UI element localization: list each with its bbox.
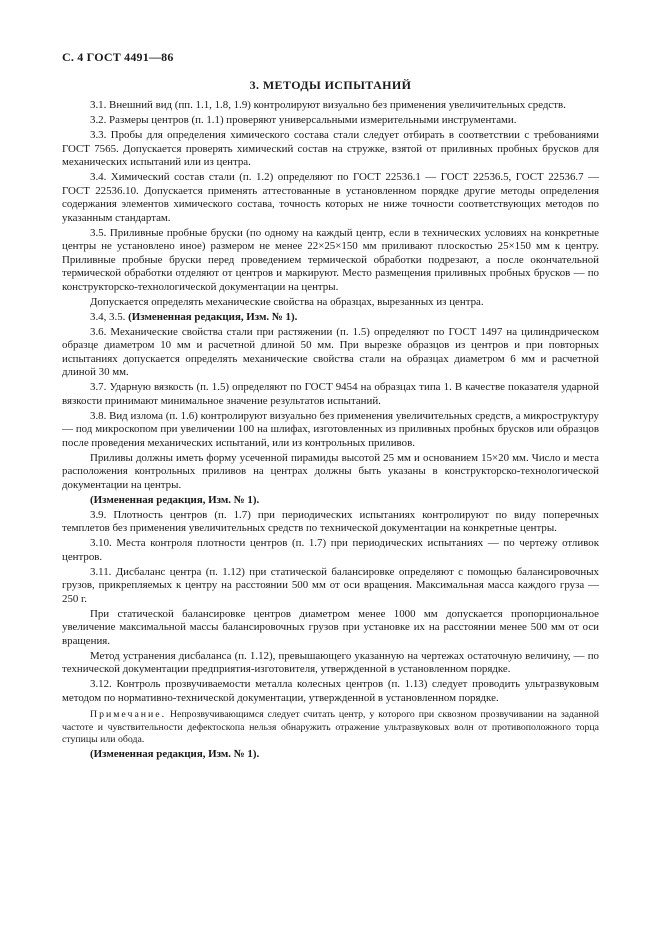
document-body (62, 99, 599, 763)
paragraph-3-7: 3.7. Ударную вязкость (п. 1.5) определяют по ГОСТ 9454 на образцах типа 1. В качестве показателя ударной вязкости принимают минимальное значение результатов испытаний. (62, 381, 599, 407)
paragraph-3-3: 3.3. Пробы для определения химического состава стали следует отбирать в соответствии с требованиями ГОСТ 7565. Допускается проверять химический состав на стружке, взятой от приливных пробных брусков для механических испытаний или из центра. (62, 129, 599, 168)
edit-note-ref: 3.4, 3.5. (90, 310, 129, 323)
paragraph-3-4: 3.4. Химический состав стали (п. 1.2) определяют по ГОСТ 22536.1 — ГОСТ 22536.5, ГОСТ 22536.7 — ГОСТ 22536.10. Допускается применять аттестованные в установленном порядке другие методы определения содержания элементов химического состава, точность которых не ниже точности соответствующих методов по указанным стандартам. (62, 171, 599, 224)
section-title: 3. МЕТОДЫ ИСПЫТАНИЙ (249, 78, 412, 92)
paragraph-3-12: 3.12. Контроль прозвучиваемости металла колесных центров (п. 1.13) следует проводить ультразвуковым методом по нормативно-технической документации, утвержденной в установленном порядке. (62, 678, 599, 704)
paragraph-3-2: 3.2. Размеры центров (п. 1.1) проверяют универсальными измерительными инструментами. (90, 114, 517, 126)
paragraph-3-11-cont: При статической балансировке центров диаметром менее 1000 мм допускается пропорциональное увеличение максимальной массы балансировочных грузов при установке их на расстоянии менее 500 мм от оси вращения. (62, 607, 599, 647)
edit-note-label: (Измененная редакция, Изм. № 1). (128, 310, 298, 323)
note-text: Непрозвучивающимся следует считать центр, у которого при сквозном прозвучивании на заданной частоте и чувствительности дефектоскопа нельзя обнаружить отражение ультразвуковых волн от противоположного торца ступицы или обода. (62, 709, 599, 746)
note (62, 709, 599, 747)
edit-note-3-4-3-5 (62, 311, 599, 325)
paragraph-3-8: 3.8. Вид излома (п. 1.6) контролируют визуально без применения увеличительных средств, а микроструктуру — под микроскопом при увеличении 100 на шлифах, изготовленных из приливных пробных брусков или образцов после проведения механических испытаний, или из контрольных приливов. (62, 409, 599, 449)
paragraph-3-11: 3.11. Дисбаланс центра (п. 1.12) при статической балансировке определяют с помощью балансировочных грузов, прикрепляемых к центру на расстоянии 500 мм от оси вращения. Максимальная масса каждого груза — 250 г. (62, 565, 599, 605)
edit-note-3: (Измененная редакция, Изм. № 1). (90, 748, 260, 761)
paragraph-3-10: 3.10. Места контроля плотности центров (п. 1.7) при периодических испытаниях — по чертежу отливок центров. (62, 537, 599, 563)
paragraph-3-6: 3.6. Механические свойства стали при растяжении (п. 1.5) определяют по ГОСТ 1497 на цилиндрическом образце диаметром 10 мм и расчетной длиной 50 мм. При вырезке образцов из центров и при повторных испытаниях допускается определять механические свойства стали на образцах диаметром 6 мм и расчетной длиной 30 мм. (62, 325, 599, 378)
paragraph-3-9: 3.9. Плотность центров (п. 1.7) при периодических испытаниях контролируют по виду поперечных темплетов без применения увеличительных средств по технической документации на конкретные центры. (62, 508, 599, 534)
note-label: Примечание. (90, 709, 167, 720)
edit-note-2: (Измененная редакция, Изм. № 1). (90, 493, 260, 506)
paragraph-3-1: 3.1. Внешний вид (пп. 1.1, 1.8, 1.9) контролируют визуально без применения увеличительных средств. (90, 99, 566, 111)
paragraph-3-8-cont: Приливы должны иметь форму усеченной пирамиды высотой 25 мм и основанием 15×20 мм. Число и места расположения контрольных приливов на центрах должны быть указаны в конструкторско-технологической документации на центры. (62, 451, 599, 491)
paragraph-3-5-cont: Допускается определять механические свойства на образцах, вырезанных из центра. (90, 295, 484, 308)
paragraph-3-5: 3.5. Приливные пробные бруски (по одному на каждый центр, если в технических условиях на конкретные центры не установлено иное) размером не менее 22×25×150 мм приливают плоскостью 25×150 мм к центру. Приливные пробные бруски перед проведением термической обработки подрезают, а после окончательной термической обработки отделяют от центров и маркируют. Место размещения приливных пробных брусков — по конструкторско-технологической документации на центры. (62, 226, 599, 293)
page-header: С. 4 ГОСТ 4491—86 (62, 50, 174, 64)
paragraph-3-11-method: Метод устранения дисбаланса (п. 1.12), превышающего указанную на чертежах остаточную величину, — по технической документации предприятия-изготовителя, утвержденной в установленном порядке. (62, 649, 599, 675)
